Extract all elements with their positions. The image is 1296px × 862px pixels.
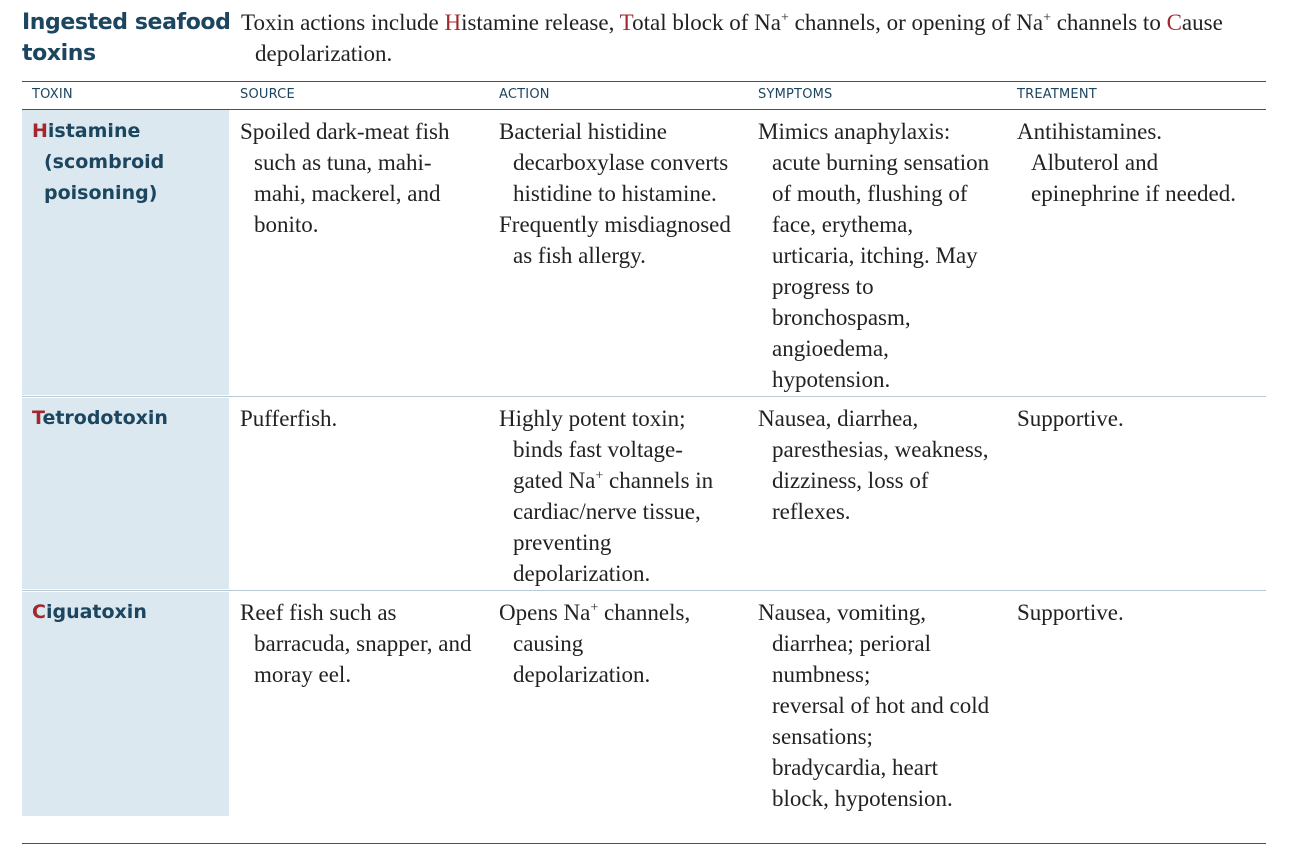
toxin-name-rest: iguatoxin: [45, 601, 147, 623]
source-text: Spoiled dark-meat fish such as tuna, mahi-mahi, mackerel, and bonito.: [240, 119, 450, 237]
symptoms-text: Nausea, vomiting, diarrhea; perioral numbness;: [758, 600, 931, 687]
treatment-histamine: [1017, 116, 1263, 209]
header-source: SOURCE: [240, 87, 295, 102]
intro-mnemonic-t: T: [619, 10, 633, 35]
toxin-name-rest: istamine (scombroid poisoning): [44, 120, 165, 204]
intro-mnemonic-c: C: [1166, 10, 1182, 35]
action-text: channels in cardiac/nerve tissue, preventing depolarization.: [513, 468, 714, 586]
action-ciguatoxin: [499, 597, 699, 690]
toxin-name-histamine: [32, 116, 234, 209]
table-bottom-rule: [22, 843, 1266, 844]
toxin-name-tetrodotoxin: [32, 403, 234, 434]
symptoms-ciguatoxin: [758, 597, 998, 814]
treatment-text: Antihistamines.: [1017, 119, 1163, 144]
intro-mnemonic-h: H: [444, 10, 462, 35]
source-ciguatoxin: [240, 597, 480, 690]
toxin-initial: T: [32, 407, 43, 429]
row-divider: [22, 396, 1266, 397]
source-text: Reef fish such as barracuda, snapper, and moray eel.: [240, 600, 472, 687]
intro-part: Toxin actions include: [241, 10, 445, 35]
intro-part: ause depolarization.: [255, 10, 1223, 66]
treatment-ciguatoxin: [1017, 597, 1263, 628]
superscript-plus: +: [595, 468, 604, 484]
header-symptoms: SYMPTOMS: [758, 87, 833, 102]
symptoms-text: bradycardia, heart block, hypotension.: [772, 755, 953, 811]
symptoms-text: Nausea, diarrhea, paresthesias, weakness, dizziness, loss of reflexes.: [758, 406, 989, 524]
intro-part: channels to: [1050, 10, 1167, 35]
row-divider: [22, 590, 1266, 591]
toxin-initial: H: [32, 120, 48, 142]
intro-part: channels, or opening of Na: [788, 10, 1044, 35]
symptoms-text: reversal of hot and cold sensations;: [772, 693, 990, 749]
toxin-name-ciguatoxin: [32, 597, 234, 628]
header-treatment: TREATMENT: [1017, 87, 1097, 102]
action-text: channels, causing depolarization.: [513, 600, 691, 687]
treatment-tetrodotoxin: [1017, 403, 1263, 434]
toxin-initial: C: [32, 601, 46, 623]
section-title: Ingested seafood toxins: [22, 10, 231, 66]
symptoms-histamine: [758, 116, 998, 395]
action-histamine: [499, 116, 749, 271]
symptoms-text: Mimics anaphylaxis: acute burning sensation of mouth, flushing of face, erythema, urticaria, itching. May progress to bronchospasm, angioedema, hypotension.: [758, 119, 990, 392]
treatment-text: Albuterol and epinephrine if needed.: [1031, 150, 1236, 206]
source-histamine: [240, 116, 480, 240]
intro-part: istamine release,: [461, 10, 620, 35]
table-top-rule: [22, 81, 1266, 82]
source-tetrodotoxin: [240, 403, 480, 434]
superscript-plus: +: [1043, 10, 1051, 26]
action-text: Highly potent toxin; binds fast voltage-gated Na: [499, 406, 686, 493]
toxin-name-rest: etrodotoxin: [42, 407, 168, 429]
intro-part: otal block of Na: [632, 10, 781, 35]
header-action: ACTION: [499, 87, 550, 102]
action-text: Opens Na: [499, 600, 591, 625]
header-toxin: TOXIN: [32, 87, 73, 102]
treatment-text: Supportive.: [1017, 406, 1124, 431]
source-text: Pufferfish.: [240, 406, 338, 431]
intro-text: [241, 7, 1265, 69]
superscript-plus: +: [780, 10, 789, 26]
superscript-plus: +: [590, 600, 599, 616]
action-text: Frequently misdiagnosed as fish allergy.: [499, 212, 731, 268]
treatment-text: Supportive.: [1017, 600, 1124, 625]
symptoms-tetrodotoxin: [758, 403, 998, 527]
action-text: Bacterial histidine decarboxylase converts histidine to histamine.: [499, 119, 729, 206]
action-tetrodotoxin: [499, 403, 719, 589]
